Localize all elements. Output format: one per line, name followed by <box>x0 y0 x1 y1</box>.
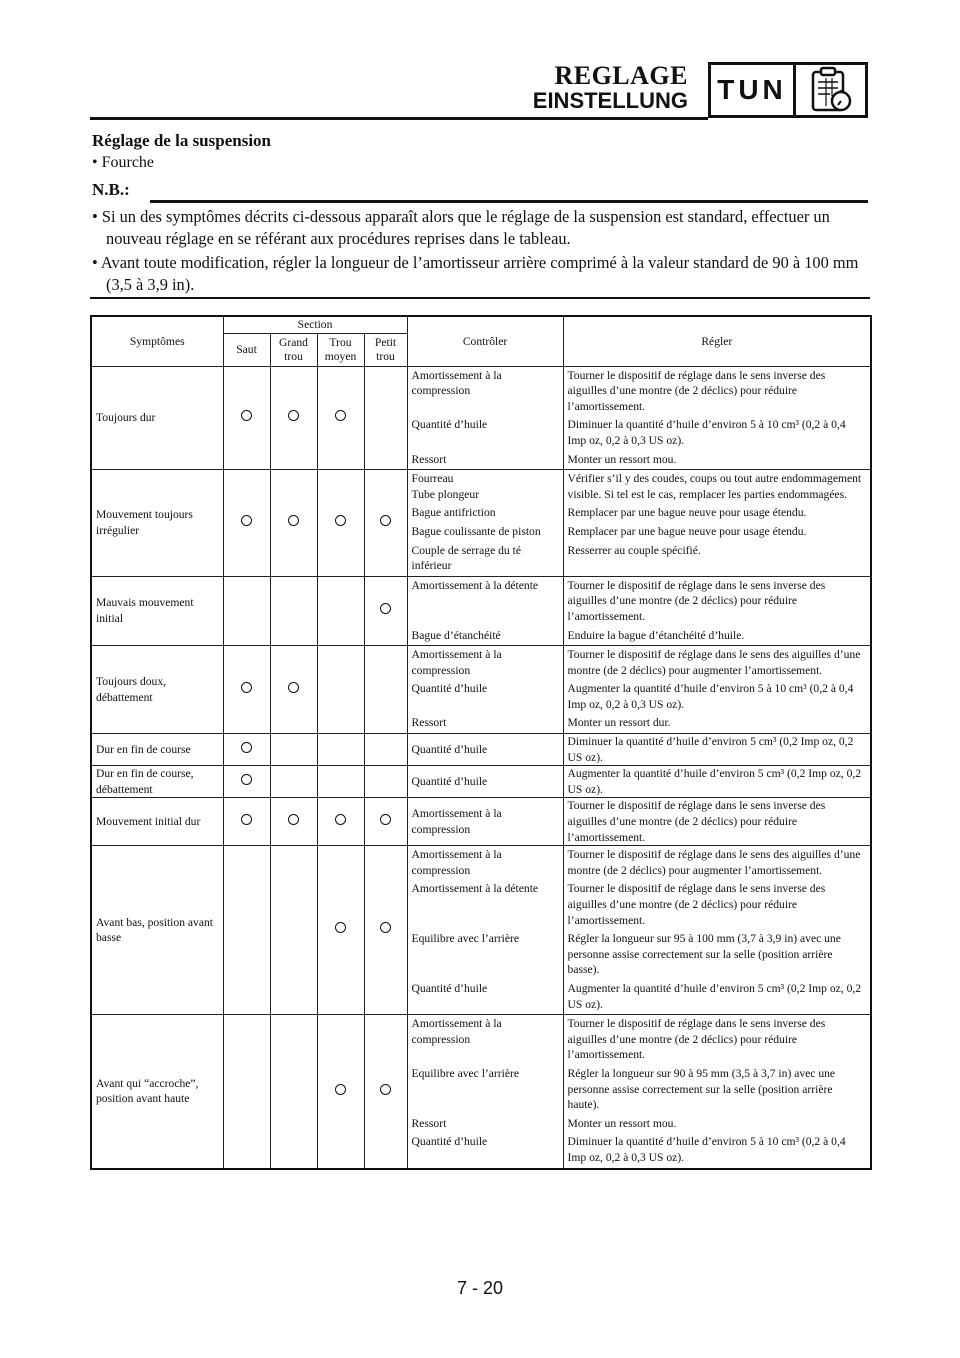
nb-note: • Si un des symptômes décrits ci-dessous apparaît alors que le réglage de la suspension est standard, effectuer un nouveau réglage en se référant aux procédures reprises dans le tableau. <box>92 207 830 248</box>
adjust-cell: Diminuer la quantité d’huile d’environ 5 à 10 cm³ (0,2 à 0,4 Imp oz, 0,2 à 0,3 US oz). <box>563 1133 871 1168</box>
adjust-cell: Augmenter la quantité d’huile d’environ 5 à 10 cm³ (0,2 à 0,4 Imp oz, 0,2 à 0,3 US oz). <box>563 680 871 714</box>
col-petit-trou: Petit trou <box>364 333 407 366</box>
adjust-cell: Régler la longueur sur 90 à 95 mm (3,5 à 3,7 in) avec une personne assise correctement sur la selle (position arrière haute). <box>563 1065 871 1115</box>
table-row <box>91 1015 871 1065</box>
circle-mark-icon <box>335 922 346 933</box>
section-mark-cell <box>317 1015 364 1169</box>
section-mark-cell <box>223 576 270 645</box>
symptom-cell: Toujours dur <box>91 366 223 470</box>
section-mark-cell <box>317 846 364 1015</box>
section-mark-cell <box>317 470 364 577</box>
circle-mark-icon <box>335 515 346 526</box>
symptom-cell: Toujours doux, débattement <box>91 646 223 734</box>
header-badge <box>708 62 868 118</box>
adjust-cell: Tourner le dispositif de réglage dans le sens inverse des aiguilles d’une montre (de 2 déclics) pour réduire l’amortissement. <box>563 576 871 626</box>
check-cell: Quantité d’huile <box>407 766 563 798</box>
check-cell: Bague antifriction <box>407 504 563 523</box>
circle-mark-icon <box>241 814 252 825</box>
check-cell: Bague coulissante de piston <box>407 523 563 542</box>
adjust-cell: Tourner le dispositif de réglage dans le sens inverse des aiguilles d’une montre (de 2 déclics) pour réduire l’amortissement. <box>563 798 871 846</box>
col-saut: Saut <box>223 333 270 366</box>
adjust-cell: Monter un ressort dur. <box>563 714 871 733</box>
adjust-cell: Tourner le dispositif de réglage dans le sens inverse des aiguilles d’une montre (de 2 déclics) pour réduire l’amortissement. <box>563 366 871 416</box>
check-cell: Bague d’étanchéité <box>407 627 563 646</box>
check-cell: Quantité d’huile <box>407 680 563 714</box>
table-row <box>91 798 871 846</box>
table-row <box>91 734 871 766</box>
header-title-fr: REGLAGE <box>554 61 688 90</box>
circle-mark-icon <box>335 1084 346 1095</box>
table-row <box>91 846 871 881</box>
section-title: Réglage de la suspension <box>92 131 271 150</box>
circle-mark-icon <box>335 410 346 421</box>
table-row <box>91 470 871 505</box>
symptom-cell: Dur en fin de course, débattement <box>91 766 223 798</box>
check-cell: Equilibre avec l’arrière <box>407 1065 563 1115</box>
check-cell: Ressort <box>407 1115 563 1134</box>
symptom-cell: Dur en fin de course <box>91 734 223 766</box>
checklist-stopwatch-icon <box>796 65 865 115</box>
nb-note: • Avant toute modification, régler la longueur de l’amortisseur arrière comprimé à la valeur standard de 90 à 100 mm (3,5 à 3,9 in). <box>92 253 859 294</box>
header-titles <box>532 61 688 114</box>
page-number: 7 - 20 <box>456 1278 504 1298</box>
section-mark-cell <box>317 766 364 798</box>
adjust-cell: Tourner le dispositif de réglage dans le sens inverse des aiguilles d’une montre (de 2 déclics) pour réduire l’amortissement. <box>563 1015 871 1065</box>
check-cell: Amortissement à la détente <box>407 576 563 626</box>
section-mark-cell <box>270 846 317 1015</box>
section-mark-cell <box>223 734 270 766</box>
circle-mark-icon <box>380 814 391 825</box>
table-body <box>91 366 871 1168</box>
nb-end-rule <box>90 297 870 299</box>
section-mark-cell <box>317 734 364 766</box>
check-cell: Amortissement à la compression <box>407 646 563 681</box>
check-cell: Ressort <box>407 714 563 733</box>
check-cell: Amortissement à la compression <box>407 366 563 416</box>
check-cell: Quantité d’huile <box>407 416 563 450</box>
section-mark-cell <box>317 576 364 645</box>
section-item: • Fourche <box>92 154 155 171</box>
circle-mark-icon <box>241 742 252 753</box>
adjust-cell: Vérifier s’il y des coudes, coups ou tout autre endommagement visible. Si tel est le cas, remplacer les parties endommagées. <box>563 470 871 505</box>
section-mark-cell <box>364 846 407 1015</box>
check-cell: Quantité d’huile <box>407 1133 563 1168</box>
check-cell: Fourreau Tube plongeur <box>407 470 563 505</box>
section-mark-cell <box>364 798 407 846</box>
table-row <box>91 576 871 626</box>
adjust-cell: Diminuer la quantité d’huile d’environ 5 cm³ (0,2 Imp oz, 0,2 US oz). <box>563 734 871 766</box>
section-mark-cell <box>364 766 407 798</box>
section-mark-cell <box>270 576 317 645</box>
circle-mark-icon <box>241 515 252 526</box>
symptom-cell: Mouvement initial dur <box>91 798 223 846</box>
section-mark-cell <box>317 646 364 734</box>
check-cell: Couple de serrage du té inférieur <box>407 542 563 577</box>
section-mark-cell <box>270 734 317 766</box>
adjust-cell: Monter un ressort mou. <box>563 1115 871 1134</box>
suspension-table <box>90 315 872 1170</box>
header-rule <box>90 117 708 120</box>
circle-mark-icon <box>380 515 391 526</box>
table-row <box>91 646 871 681</box>
symptom-cell: Avant qui “accroche”, position avant haute <box>91 1015 223 1169</box>
section-mark-cell <box>270 366 317 470</box>
col-trou-moyen: Trou moyen <box>317 333 364 366</box>
check-cell: Ressort <box>407 451 563 470</box>
circle-mark-icon <box>288 410 299 421</box>
circle-mark-icon <box>380 603 391 614</box>
symptom-cell: Mauvais mouvement initial <box>91 576 223 645</box>
table-row <box>91 366 871 416</box>
section-mark-cell <box>364 734 407 766</box>
section-mark-cell <box>317 366 364 470</box>
circle-mark-icon <box>288 682 299 693</box>
header-title-de: EINSTELLUNG <box>532 88 688 113</box>
check-cell: Equilibre avec l’arrière <box>407 930 563 980</box>
circle-mark-icon <box>380 922 391 933</box>
circle-mark-icon <box>241 682 252 693</box>
circle-mark-icon <box>241 410 252 421</box>
check-cell: Amortissement à la compression <box>407 1015 563 1065</box>
section-mark-cell <box>223 366 270 470</box>
section-mark-cell <box>270 470 317 577</box>
check-cell: Amortissement à la détente <box>407 880 563 930</box>
section-mark-cell <box>270 766 317 798</box>
adjust-cell: Tourner le dispositif de réglage dans le sens inverse des aiguilles d’une montre (de 2 déclics) pour réduire l’amortissement. <box>563 880 871 930</box>
adjust-cell: Régler la longueur sur 95 à 100 mm (3,7 à 3,9 in) avec une personne assise correctement sur la selle (position arrière basse). <box>563 930 871 980</box>
check-cell: Quantité d’huile <box>407 980 563 1015</box>
section-mark-cell <box>364 576 407 645</box>
col-section: Section <box>223 316 407 333</box>
symptom-cell: Mouvement toujours irrégulier <box>91 470 223 577</box>
section-mark-cell <box>223 470 270 577</box>
col-grand-trou: Grand trou <box>270 333 317 366</box>
section-mark-cell <box>223 766 270 798</box>
section-mark-cell <box>270 798 317 846</box>
section-mark-cell <box>270 646 317 734</box>
check-cell: Quantité d’huile <box>407 734 563 766</box>
col-symptomes: Symptômes <box>91 316 223 366</box>
adjust-cell: Resserrer au couple spécifié. <box>563 542 871 577</box>
adjust-cell: Augmenter la quantité d’huile d’environ 5 cm³ (0,2 Imp oz, 0,2 US oz). <box>563 766 871 798</box>
section-mark-cell <box>223 646 270 734</box>
check-cell: Amortissement à la compression <box>407 846 563 881</box>
circle-mark-icon <box>288 814 299 825</box>
section-mark-cell <box>364 1015 407 1169</box>
nb-rule <box>150 200 868 203</box>
circle-mark-icon <box>241 774 252 785</box>
nb-label: N.B.: <box>92 180 130 199</box>
adjust-cell: Diminuer la quantité d’huile d’environ 5 à 10 cm³ (0,2 à 0,4 Imp oz, 0,2 à 0,3 US oz). <box>563 416 871 450</box>
adjust-cell: Augmenter la quantité d’huile d’environ 5 cm³ (0,2 Imp oz, 0,2 US oz). <box>563 980 871 1015</box>
section-mark-cell <box>223 846 270 1015</box>
adjust-cell: Enduire la bague d’étanchéité d’huile. <box>563 627 871 646</box>
circle-mark-icon <box>380 1084 391 1095</box>
adjust-cell: Monter un ressort mou. <box>563 451 871 470</box>
adjust-cell: Remplacer par une bague neuve pour usage étendu. <box>563 504 871 523</box>
section-mark-cell <box>364 470 407 577</box>
header-code: TUN <box>711 65 796 115</box>
adjust-cell: Tourner le dispositif de réglage dans le sens des aiguilles d’une montre (de 2 déclics) pour augmenter l’amortissement. <box>563 646 871 681</box>
adjust-cell: Remplacer par une bague neuve pour usage étendu. <box>563 523 871 542</box>
section-mark-cell <box>317 798 364 846</box>
col-controler: Contrôler <box>407 316 563 366</box>
section-mark-cell <box>270 1015 317 1169</box>
symptom-cell: Avant bas, position avant basse <box>91 846 223 1015</box>
section-mark-cell <box>223 1015 270 1169</box>
col-regler: Régler <box>563 316 871 366</box>
circle-mark-icon <box>288 515 299 526</box>
section-mark-cell <box>223 798 270 846</box>
section-mark-cell <box>364 366 407 470</box>
section-mark-cell <box>364 646 407 734</box>
adjust-cell: Tourner le dispositif de réglage dans le sens des aiguilles d’une montre (de 2 déclics) pour augmenter l’amortissement. <box>563 846 871 881</box>
circle-mark-icon <box>335 814 346 825</box>
table-row <box>91 766 871 798</box>
check-cell: Amortissement à la compression <box>407 798 563 846</box>
nb-notes <box>92 206 870 298</box>
